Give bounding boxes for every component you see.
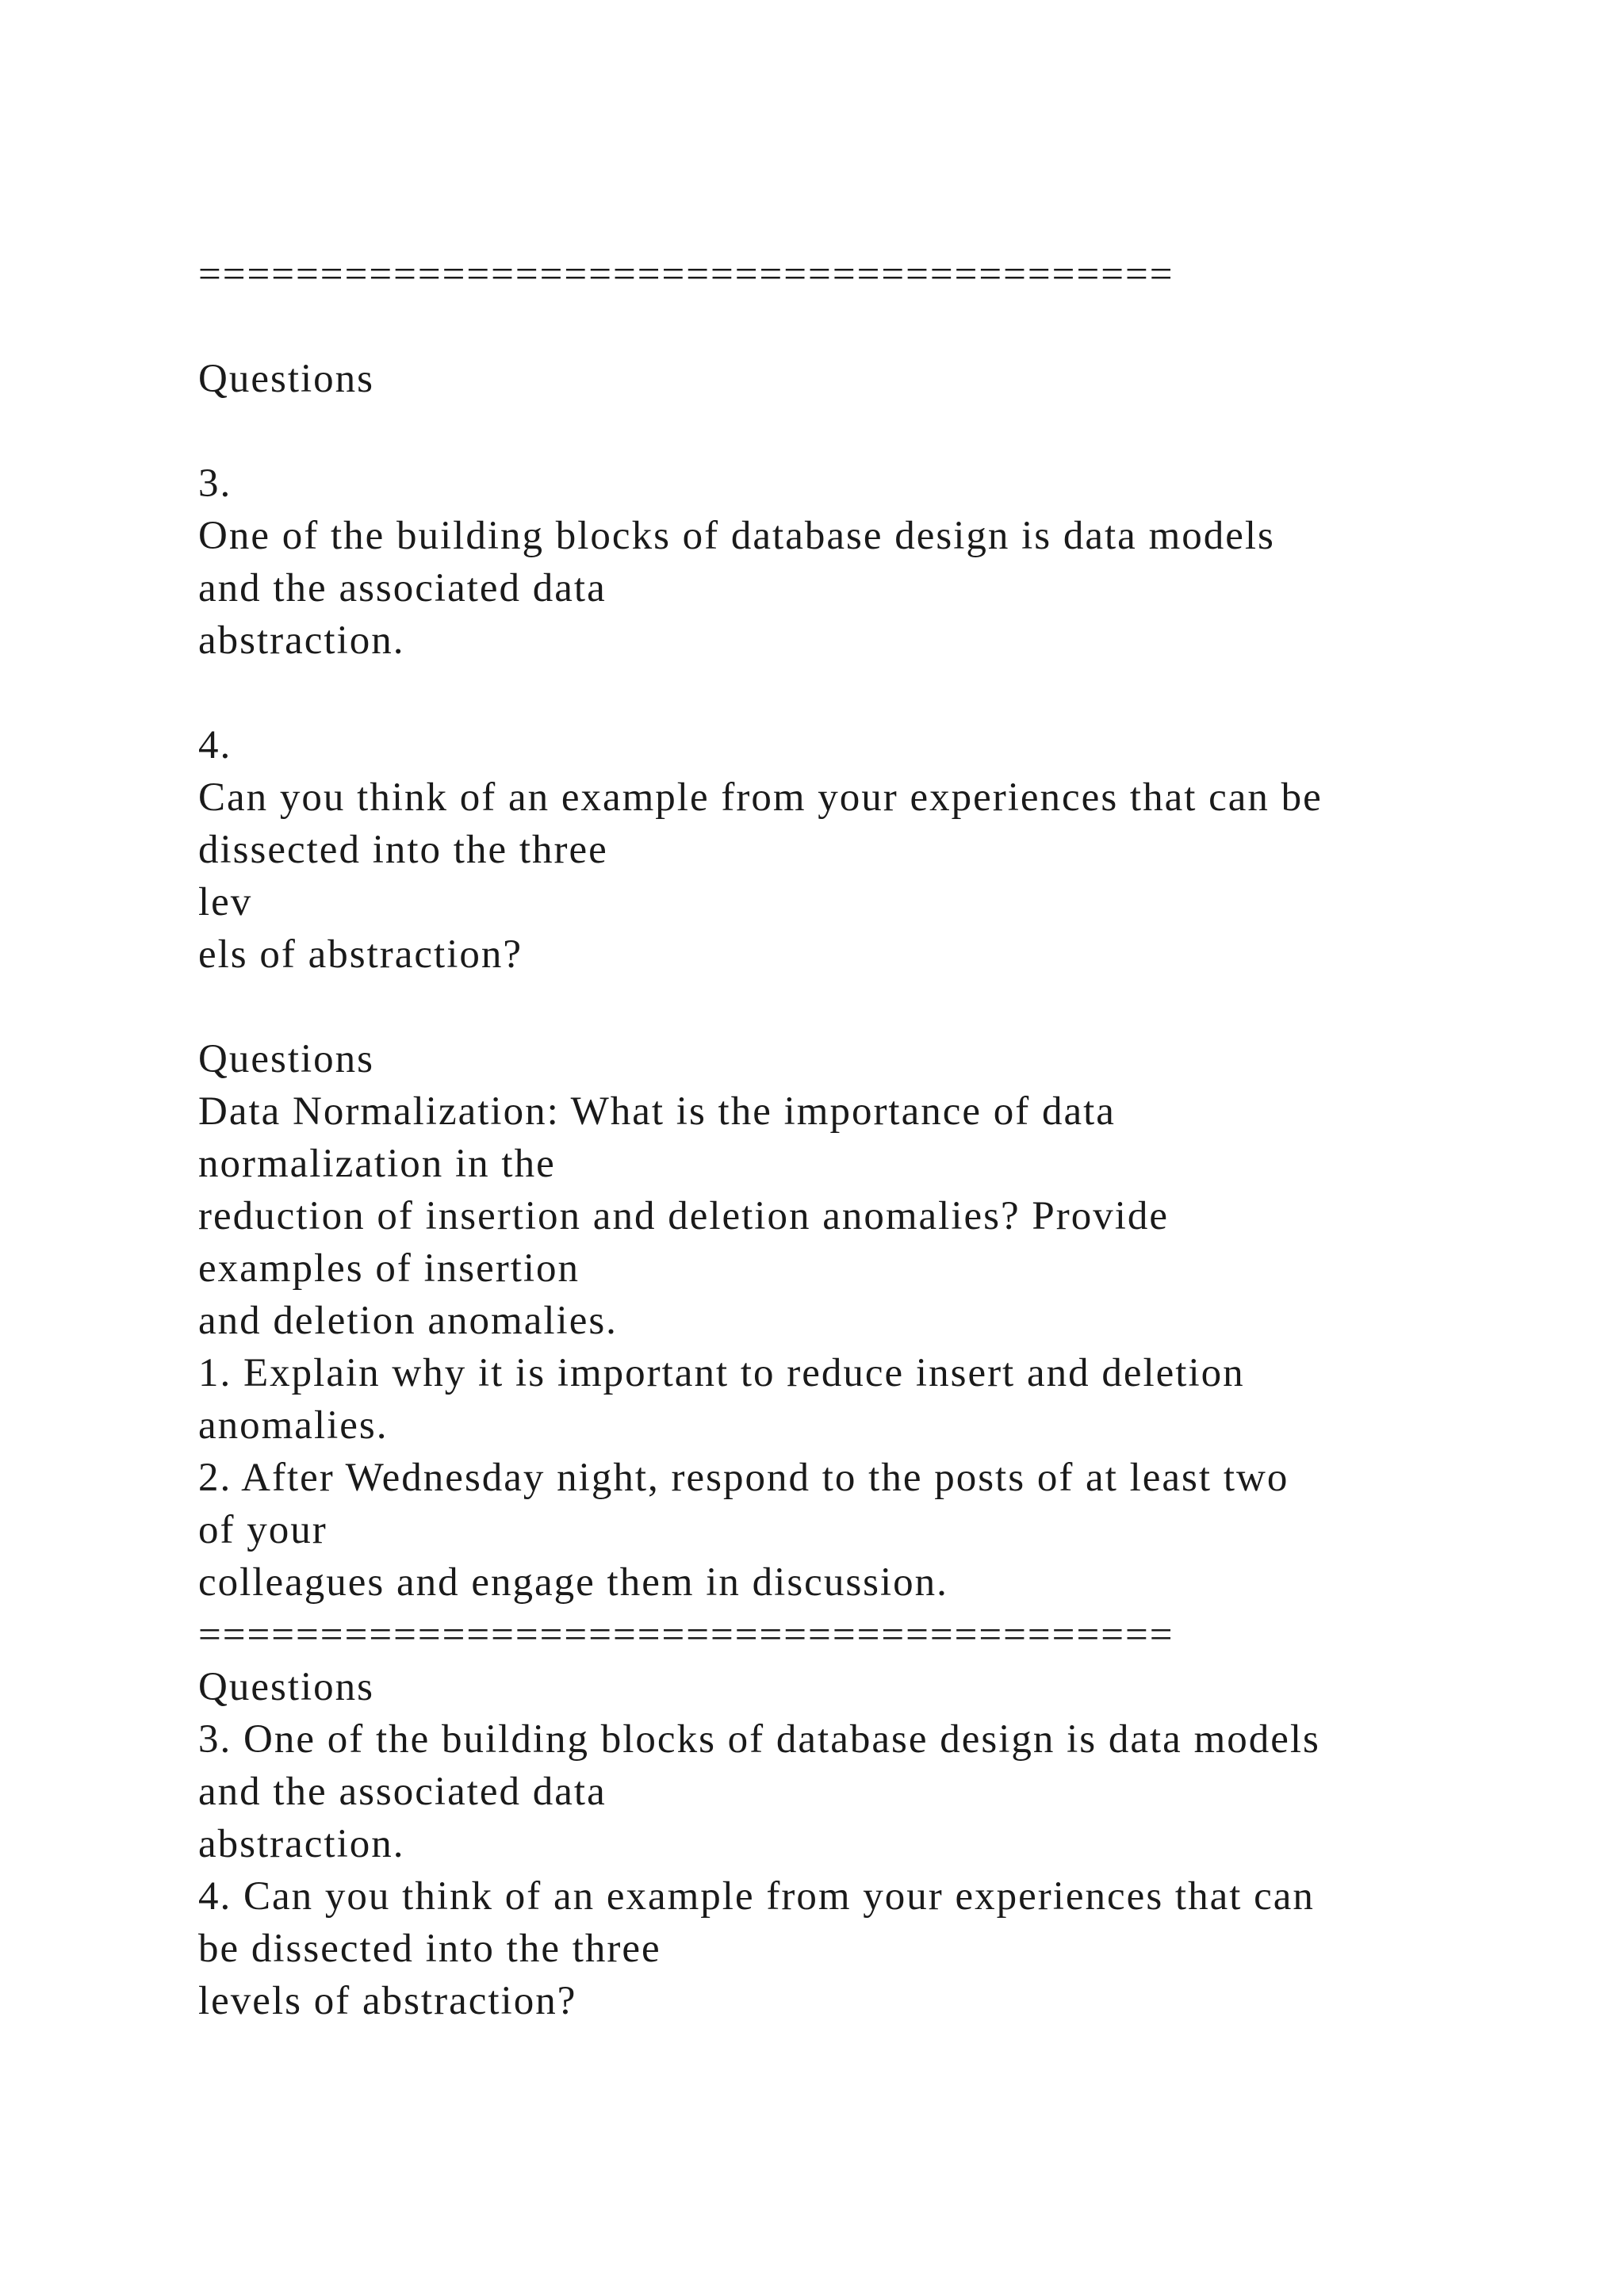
text-line: 4. Can you think of an example from your experiences that can	[198, 1874, 1315, 1919]
text-line: normalization in the	[198, 1142, 556, 1186]
questions-heading: Questions	[198, 1037, 374, 1081]
text-line: Data Normalization: What is the importance of data	[198, 1089, 1116, 1134]
text-line: dissected into the three	[198, 828, 608, 872]
text-line: 1. Explain why it is important to reduce insert and deletion	[198, 1351, 1245, 1395]
text-line: els of abstraction?	[198, 932, 523, 977]
text-line: colleagues and engage them in discussion.	[198, 1560, 948, 1605]
separator-rule: ========================================	[198, 1613, 1174, 1657]
text-line: reduction of insertion and deletion anomalies? Provide	[198, 1194, 1170, 1238]
text-line: examples of insertion	[198, 1246, 580, 1291]
text-line: 2. After Wednesday night, respond to the posts of at least two	[198, 1456, 1289, 1500]
text-line: abstraction.	[198, 618, 405, 663]
text-line: abstraction.	[198, 1822, 405, 1866]
text-line: of your	[198, 1508, 327, 1552]
text-line: levels of abstraction?	[198, 1979, 577, 2023]
text-line: Can you think of an example from your experiences that can be	[198, 775, 1323, 820]
text-line: and the associated data	[198, 566, 607, 610]
questions-heading: Questions	[198, 1665, 374, 1709]
questions-heading: Questions	[198, 357, 374, 401]
text-line: lev	[198, 880, 253, 924]
separator-rule: ========================================	[198, 252, 1174, 297]
text-line: be dissected into the three	[198, 1927, 661, 1971]
text-line: anomalies.	[198, 1403, 389, 1448]
text-line: 3. One of the building blocks of database design is data models	[198, 1717, 1320, 1762]
text-line: and the associated data	[198, 1770, 607, 1814]
question-number: 3.	[198, 461, 232, 506]
question-number: 4.	[198, 723, 232, 767]
text-line: One of the building blocks of database design is data models	[198, 514, 1275, 558]
text-line: and deletion anomalies.	[198, 1299, 618, 1343]
